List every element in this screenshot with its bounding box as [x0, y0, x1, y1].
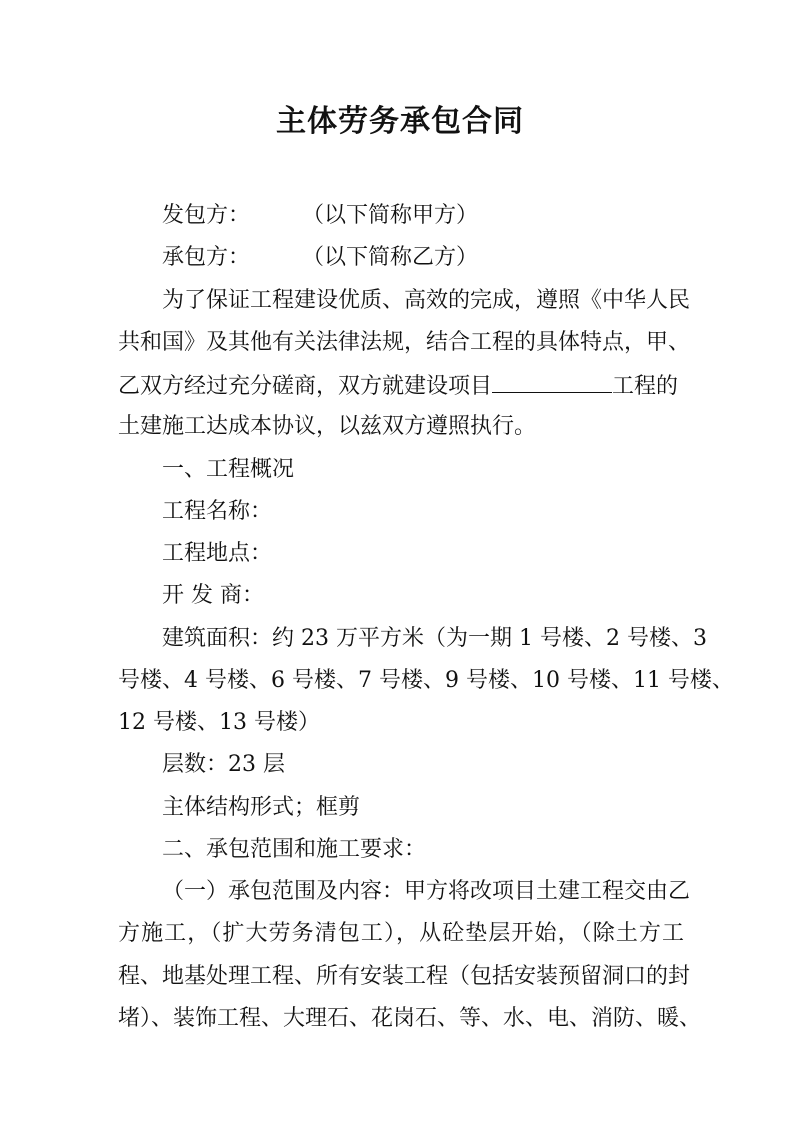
- area-line-1: 建筑面积：约 23 万平方米（为一期 1 号楼、2 号楼、3: [162, 626, 707, 651]
- developer-field: 开 发 商：: [162, 583, 264, 608]
- party-a-label: 发包方：: [162, 203, 251, 228]
- party-b-note: （以下简称乙方）: [302, 245, 479, 270]
- intro-line-3-pre: 乙双方经过充分磋商，双方就建设项目: [118, 374, 493, 399]
- party-a-note: （以下简称甲方）: [302, 203, 479, 228]
- party-a-line: [162, 201, 478, 231]
- intro-line-4: 土建施工达成本协议，以兹双方遵照执行。: [118, 414, 537, 439]
- section-1-heading: 一、工程概况: [162, 457, 295, 482]
- section-2-heading: 二、承包范围和施工要求：: [162, 837, 427, 862]
- floors-field: 层数：23 层: [162, 752, 285, 777]
- scope-line-4: 堵）、装饰工程、大理石、花岗石、等、水、电、消防、暖、: [118, 1006, 702, 1031]
- structure-field: 主体结构形式；框剪: [162, 795, 361, 820]
- document-title: 主体劳务承包合同: [276, 104, 524, 139]
- project-name-blank: [492, 370, 612, 393]
- scope-line-2: 方施工，（扩大劳务清包工），从砼垫层开始，（除土方工: [118, 921, 684, 946]
- party-b-label: 承包方：: [162, 245, 251, 270]
- intro-line-3: [118, 370, 678, 402]
- scope-line-1: （一）承包范围及内容：甲方将改项目土建工程交由乙: [162, 879, 691, 904]
- intro-line-2: 共和国》及其他有关法律法规，结合工程的具体特点，甲、: [118, 330, 691, 355]
- intro-line-3-post: 工程的: [612, 374, 679, 399]
- area-line-2: 号楼、4 号楼、6 号楼、7 号楼、9 号楼、10 号楼、11 号楼、: [118, 668, 734, 693]
- area-line-3: 12 号楼、13 号楼）: [118, 710, 320, 735]
- party-b-line: [162, 243, 478, 273]
- project-location-field: 工程地点：: [162, 541, 273, 566]
- scope-line-3: 程、地基处理工程、所有安装工程（包括安装预留洞口的封: [118, 964, 691, 989]
- intro-line-1: 为了保证工程建设优质、高效的完成，遵照《中华人民: [162, 288, 691, 313]
- project-name-field: 工程名称：: [162, 499, 273, 524]
